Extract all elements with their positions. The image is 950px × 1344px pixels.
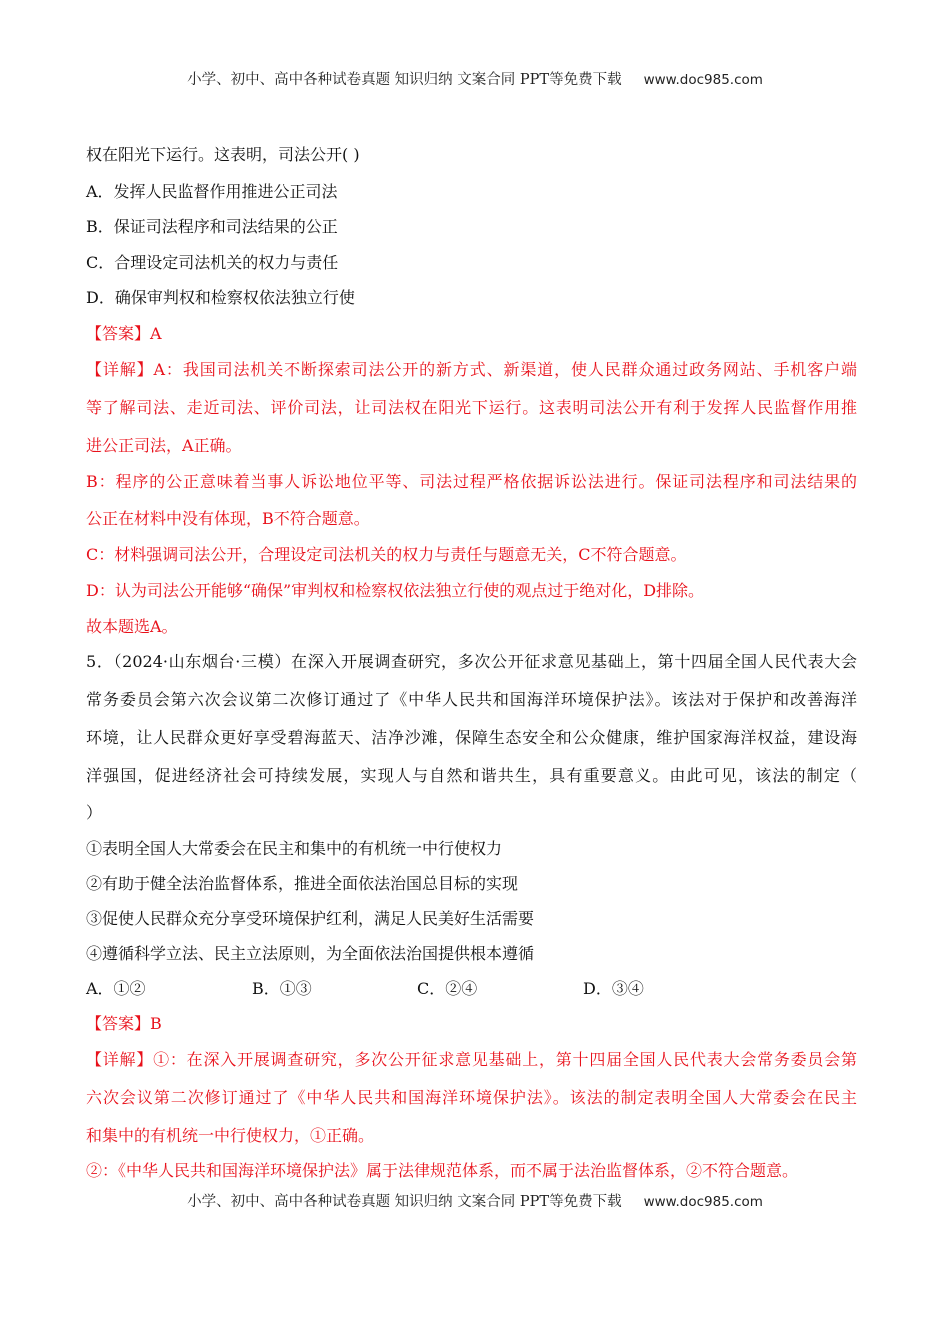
- explanation-line: D：认为司法公开能够“确保”审判权和检察权依法独立行使的观点过于绝对化，D排除。: [86, 581, 705, 600]
- header-text: 小学、初中、高中各种试卷真题 知识归纳 文案合同 PPT等免费下载: [187, 72, 622, 88]
- question-stem: 洋强国，促进经济社会可持续发展，实现人与自然和谐共生，具有重要意义。由此可见，该法的制定（: [86, 766, 857, 785]
- question-stem: 5．（2024·山东烟台·三模）在深入开展调查研究，多次公开征求意见基础上，第十四届全国人民代表大会: [86, 652, 857, 671]
- option-c: C．②④: [417, 979, 478, 998]
- statement: ④遵循科学立法、民主立法原则，为全面依法治国提供根本遵循: [86, 944, 535, 963]
- header-link[interactable]: www.doc985.com: [643, 72, 763, 88]
- explanation-line: 进公正司法，A正确。: [86, 436, 242, 455]
- option-c: C．合理设定司法机关的权力与责任: [86, 253, 339, 272]
- answer: 【答案】A: [86, 324, 162, 343]
- page-header: [0, 68, 950, 89]
- explanation-line: 六次会议第二次修订通过了《中华人民共和国海洋环境保护法》。该法的制定表明全国人大常委会在民主: [86, 1088, 857, 1107]
- explanation-line: 【详解】A：我国司法机关不断探索司法公开的新方式、新渠道，使人民群众通过政务网站、手机客户端: [86, 360, 857, 379]
- option-b: B．保证司法程序和司法结果的公正: [86, 217, 338, 236]
- explanation-line: 和集中的有机统一中行使权力，①正确。: [86, 1126, 375, 1145]
- question-stem: ）: [86, 803, 103, 822]
- question-stem: 常务委员会第六次会议第二次修订通过了《中华人民共和国海洋环境保护法》。该法对于保护和改善海洋: [86, 690, 857, 709]
- footer-link[interactable]: www.doc985.com: [643, 1194, 763, 1210]
- option-b: B．①③: [252, 979, 312, 998]
- explanation-line: 公正在材料中没有体现，B不符合题意。: [86, 509, 370, 528]
- answer: 【答案】B: [86, 1014, 162, 1033]
- page-footer: [0, 1190, 950, 1211]
- option-d: D．确保审判权和检察权依法独立行使: [86, 288, 355, 307]
- explanation-line: 等了解司法、走近司法、评价司法，让司法权在阳光下运行。这表明司法公开有利于发挥人民监督作用推: [86, 398, 857, 417]
- explanation-line: C：材料强调司法公开，合理设定司法机关的权力与责任与题意无关，C不符合题意。: [86, 545, 687, 564]
- option-a: A．①②: [86, 979, 146, 998]
- question-stem: 环境，让人民群众更好享受碧海蓝天、洁净沙滩，保障生态安全和公众健康，维护国家海洋权益，建设海: [86, 728, 857, 747]
- explanation-line: B：程序的公正意味着当事人诉讼地位平等、司法过程严格依据诉讼法进行。保证司法程序和司法结果的: [86, 472, 857, 491]
- explanation-line: ②：《中华人民共和国海洋环境保护法》属于法律规范体系，而不属于法治监督体系，②不符合题意。: [86, 1161, 799, 1180]
- option-a: A．发挥人民监督作用推进公正司法: [86, 182, 338, 201]
- footer-text: 小学、初中、高中各种试卷真题 知识归纳 文案合同 PPT等免费下载: [187, 1194, 622, 1210]
- explanation-line: 【详解】①：在深入开展调查研究，多次公开征求意见基础上，第十四届全国人民代表大会常务委员会第: [86, 1050, 857, 1069]
- statement: ③促使人民群众充分享受环境保护红利，满足人民美好生活需要: [86, 909, 535, 928]
- statement: ①表明全国人大常委会在民主和集中的有机统一中行使权力: [86, 839, 503, 858]
- question-stem: 权在阳光下运行。这表明，司法公开( ): [86, 145, 360, 164]
- explanation-line: 故本题选A。: [86, 617, 178, 636]
- option-d: D．③④: [583, 979, 644, 998]
- statement: ②有助于健全法治监督体系，推进全面依法治国总目标的实现: [86, 874, 519, 893]
